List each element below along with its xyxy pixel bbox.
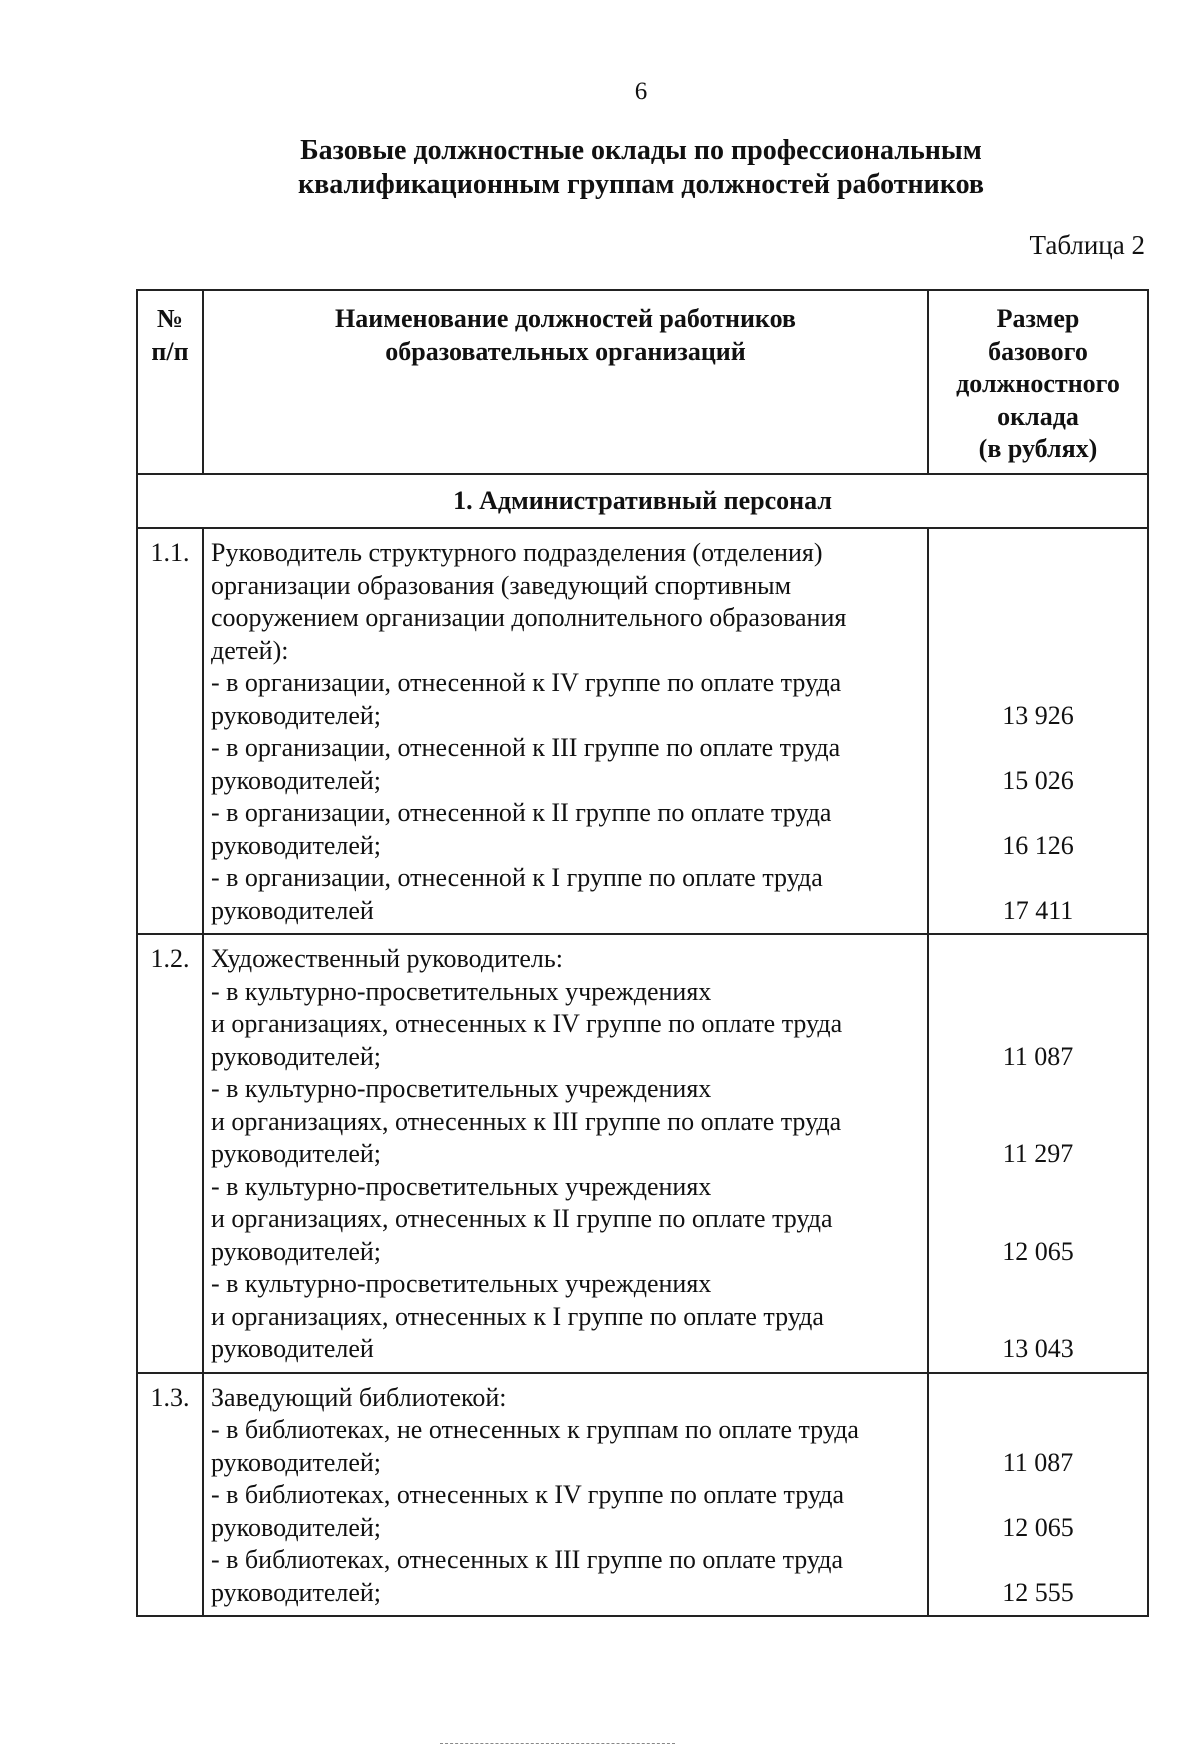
salary-value	[929, 1382, 1147, 1415]
header-value-line: (в рублях)	[978, 434, 1098, 463]
description-line: Художественный руководитель:	[211, 944, 563, 973]
table-row	[137, 1373, 1148, 1617]
salary-value: 13 926	[1002, 700, 1074, 730]
salary-value	[929, 667, 1147, 700]
description-line: - в организации, отнесенной к III группе по оплате труда	[211, 733, 841, 762]
salary-value: 12 555	[1002, 1577, 1074, 1607]
description-line: руководителей;	[211, 765, 382, 795]
header-name-line: образовательных организаций	[385, 336, 746, 366]
row-number: 1.1.	[137, 528, 203, 934]
description-line: руководителей	[211, 1334, 374, 1363]
salary-values	[928, 528, 1148, 934]
salary-value	[929, 1544, 1147, 1577]
page-number: 6	[634, 78, 648, 105]
description-line: руководителей;	[211, 1041, 382, 1071]
footer-rule	[440, 1743, 675, 1744]
document-heading	[0, 134, 1200, 202]
salary-value	[929, 537, 1147, 570]
salary-value	[929, 1414, 1147, 1447]
description-line: руководителей;	[211, 830, 382, 860]
table-caption: Таблица 2	[1029, 230, 1145, 260]
salary-value	[929, 976, 1147, 1009]
salary-value	[929, 602, 1147, 635]
salary-value	[929, 635, 1147, 668]
description-line: и организациях, отнесенных к IV группе по оплате труда	[211, 1009, 843, 1038]
salary-value: 11 087	[1002, 1041, 1074, 1071]
position-description	[203, 1373, 928, 1617]
description-line: Руководитель структурного подразделения (отделения)	[211, 538, 823, 567]
heading-line: Базовые должностные оклады по профессиональным	[300, 135, 982, 166]
salary-value	[929, 1268, 1147, 1301]
description-line: руководителей;	[211, 1236, 382, 1266]
description-line: - в организации, отнесенной к I группе по оплате труда	[211, 863, 823, 892]
description-line: сооружением организации дополнительного образования	[211, 603, 847, 632]
description-line: руководителей;	[211, 1512, 382, 1542]
table-row	[137, 528, 1148, 934]
salary-value: 11 087	[1002, 1447, 1074, 1477]
header-value-line: базового	[988, 336, 1088, 366]
salary-value: 11 297	[1002, 1139, 1074, 1168]
description-line: руководителей;	[211, 1447, 382, 1477]
salary-value	[929, 1203, 1147, 1236]
description-line: руководителей;	[211, 1139, 382, 1168]
description-line: - в библиотеках, отнесенных к III группе по оплате труда	[211, 1545, 844, 1574]
header-num-line: №	[156, 304, 184, 333]
description-line: - в культурно-просветительных учреждениях	[211, 1171, 712, 1201]
description-line: - в библиотеках, отнесенных к IV группе по оплате труда	[211, 1480, 845, 1509]
salary-value	[929, 1301, 1147, 1334]
header-name	[203, 290, 928, 474]
description-line: - в культурно-просветительных учреждениях	[211, 1269, 712, 1298]
header-value	[928, 290, 1148, 474]
table-row	[137, 934, 1148, 1373]
salary-value	[929, 862, 1147, 895]
position-description	[203, 528, 928, 934]
description-line: и организациях, отнесенных к I группе по оплате труда	[211, 1301, 824, 1331]
salary-value	[929, 732, 1147, 765]
header-value-line: оклада	[997, 401, 1079, 431]
description-line: руководителей;	[211, 700, 382, 730]
header-num	[137, 290, 203, 474]
header-name-line: Наименование должностей работников	[335, 304, 796, 333]
description-line: - в организации, отнесенной к IV группе по оплате труда	[211, 668, 842, 697]
salary-value: 16 126	[1002, 830, 1074, 860]
description-line: и организациях, отнесенных к II группе по оплате труда	[211, 1204, 833, 1233]
salary-value: 17 411	[1002, 895, 1074, 925]
description-line: руководителей;	[211, 1577, 382, 1607]
heading-line: квалификационным группам должностей работников	[298, 169, 984, 200]
description-line: и организациях, отнесенных к III группе по оплате труда	[211, 1106, 842, 1136]
salary-table	[136, 289, 1149, 1617]
salary-value	[929, 1073, 1147, 1106]
position-description	[203, 934, 928, 1373]
salary-value	[929, 943, 1147, 976]
salary-values	[928, 1373, 1148, 1617]
description-line: - в библиотеках, не отнесенных к группам по оплате труда	[211, 1415, 859, 1444]
salary-value	[929, 1171, 1147, 1204]
section-title: 1. Административный персонал	[137, 474, 1148, 528]
description-line: - в культурно-просветительных учреждениях	[211, 1074, 712, 1103]
salary-value	[929, 570, 1147, 603]
header-num-line: п/п	[151, 336, 189, 366]
salary-value: 12 065	[1002, 1512, 1074, 1542]
description-line: детей):	[211, 635, 289, 665]
table-header-row	[137, 290, 1148, 474]
salary-value	[929, 797, 1147, 830]
salary-values	[928, 934, 1148, 1373]
section-row	[137, 474, 1148, 528]
description-line: - в организации, отнесенной к II группе по оплате труда	[211, 798, 832, 827]
description-line: - в культурно-просветительных учреждениях	[211, 976, 712, 1006]
salary-value: 13 043	[1002, 1334, 1074, 1363]
salary-value	[929, 1479, 1147, 1512]
description-line: руководителей	[211, 895, 374, 925]
salary-value	[929, 1008, 1147, 1041]
salary-value: 15 026	[1002, 765, 1074, 795]
salary-value: 12 065	[1002, 1236, 1074, 1266]
description-line: Заведующий библиотекой:	[211, 1382, 507, 1412]
header-value-line: Размер	[996, 304, 1080, 333]
salary-value	[929, 1106, 1147, 1139]
description-line: организации образования (заведующий спортивным	[211, 570, 792, 600]
row-number: 1.3.	[137, 1373, 203, 1617]
row-number: 1.2.	[137, 934, 203, 1373]
header-value-line: должностного	[956, 369, 1120, 398]
